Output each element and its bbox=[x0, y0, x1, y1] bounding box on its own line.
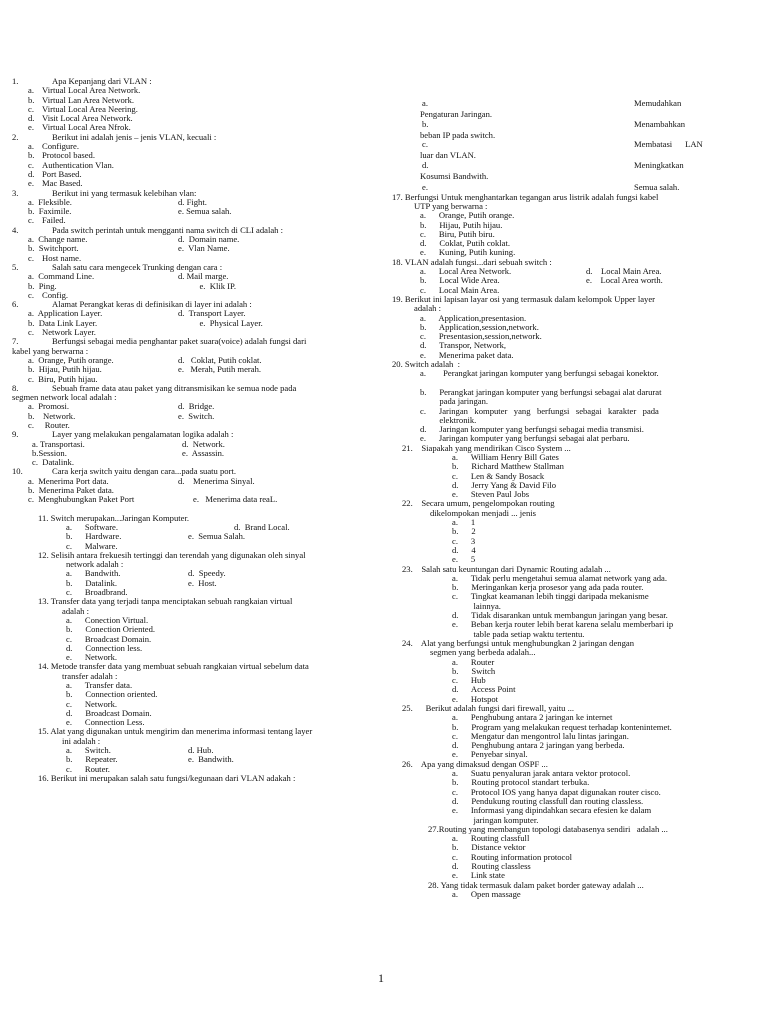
question-number: 7. bbox=[12, 336, 19, 347]
option: c. Network. bbox=[66, 698, 118, 709]
text-line: 23. Salah satu keuntungan dari Dynamic Routing adalah ... bbox=[402, 563, 611, 574]
option-text: a. Local Area Network. bbox=[420, 266, 512, 277]
option-text: Visit Local Area Network. bbox=[42, 113, 133, 124]
option: pada jaringan. bbox=[420, 396, 489, 407]
question-number: 8. bbox=[12, 382, 19, 393]
option-pair bbox=[12, 495, 364, 504]
text-line: 11. Switch merupakan...Jaringan Komputer. bbox=[38, 512, 189, 523]
option-text: e. Physical Layer. bbox=[178, 317, 263, 328]
question-number: 6. bbox=[12, 299, 19, 310]
option-letter: c. bbox=[28, 252, 34, 263]
question-number: 10. bbox=[12, 466, 23, 477]
option: e. Menerima paket data. bbox=[420, 349, 514, 360]
option-row bbox=[392, 120, 717, 129]
option-letter: a. bbox=[422, 98, 428, 108]
option: d. Penghubung antara 2 jaringan yang berbeda. bbox=[452, 740, 625, 751]
question-number: 9. bbox=[12, 429, 19, 440]
option: b. Connection oriented. bbox=[66, 689, 158, 700]
option: d. Tidak disarankan untuk membangun jaringan yang besar. bbox=[452, 610, 668, 621]
text-line: 18. VLAN adalah fungsi...dari sebuah switch : bbox=[392, 256, 552, 267]
text-line: c. Router. bbox=[66, 763, 110, 774]
option: e. Kuning, Putih kuning. bbox=[420, 247, 516, 258]
option: d. Pendukung routing classfull dan routing classless. bbox=[452, 795, 644, 806]
option: e. Jaringan komputer yang berfungsi sebagai alat perbaru. bbox=[420, 433, 630, 444]
text-line: beban IP pada switch. bbox=[420, 129, 496, 140]
option-text: e. Local Area worth. bbox=[586, 275, 663, 286]
option-text: Semua salah. bbox=[634, 182, 680, 193]
option-text: d. Fight. bbox=[178, 196, 207, 207]
question-number: 4. bbox=[12, 224, 19, 235]
option-pair bbox=[12, 532, 364, 541]
option: e. Penyebar sinyal. bbox=[452, 749, 528, 760]
option-text: Virtual Local Area Nfrok. bbox=[42, 122, 131, 133]
option-text: b. Hijau, Putih hijau. bbox=[28, 364, 102, 375]
option: e. Network. bbox=[66, 652, 118, 663]
option: c. Protocol IOS yang hanya dapat digunakan router cisco. bbox=[452, 786, 661, 797]
text-line: segmen yang berbeda adalah... bbox=[430, 647, 536, 658]
text-line: adalah : bbox=[414, 303, 441, 314]
option-text: b. Switchport. bbox=[28, 243, 79, 254]
option: d. Access Point bbox=[452, 684, 516, 695]
option: b. Meringankan kerja prosesor yang ada pada router. bbox=[452, 582, 644, 593]
option: c. Hub bbox=[452, 675, 486, 686]
option-text: a. Promosi. bbox=[28, 401, 70, 412]
option: a. Router bbox=[452, 656, 495, 667]
option-text: e. Semua Salah. bbox=[188, 531, 246, 542]
option: c. Biru, Putih biru. bbox=[420, 228, 495, 239]
option-text: b. Ping. bbox=[28, 280, 57, 291]
option-text: d. Coklat, Putih coklat. bbox=[178, 354, 262, 365]
option: jaringan komputer. bbox=[452, 814, 539, 825]
option: d. Transpor, Network, bbox=[420, 340, 507, 351]
option: c. Routing information protocol bbox=[452, 851, 573, 862]
question-text: Berikut ini yang termasuk kelebihan vlan: bbox=[52, 187, 197, 198]
text-line: 16. Berikut ini merupakan salah satu fungsi/kegunaan dari VLAN adakah : bbox=[38, 772, 296, 783]
question-text: Berikut ini adalah jenis – jenis VLAN, kecuali : bbox=[52, 131, 217, 142]
option: b. Application,session,network. bbox=[420, 321, 539, 332]
question-text: Pada switch perintah untuk mengganti nama switch di CLI adalah : bbox=[52, 224, 284, 235]
option-text: a. Switch. bbox=[66, 745, 111, 756]
option-letter: e. bbox=[28, 122, 34, 133]
text-line: 21. Siapakah yang mendirikan Cisco System ... bbox=[402, 442, 571, 453]
text-line: 22. Secara umum, pengelompokan routing bbox=[402, 498, 555, 509]
option-text: e. Semua salah. bbox=[178, 206, 232, 217]
text-line: dikelompokan menjadi ... jenis bbox=[430, 507, 536, 518]
option: c. Mengatur dan mengontrol lalu lintas jaringan. bbox=[452, 730, 629, 741]
option-letter: b. bbox=[422, 118, 429, 129]
option: b. Program yang melakukan request terhadap kontenintemet. bbox=[452, 721, 672, 732]
option-row bbox=[392, 140, 717, 149]
option-text: c. Menghubungkan Paket Port bbox=[28, 494, 135, 505]
option-text: b. Data Link Layer. bbox=[28, 317, 98, 328]
text-line: b. Menerima Paket data. bbox=[28, 485, 114, 496]
text-line: c. Router. bbox=[28, 419, 70, 430]
option-text: a. Transportasi. bbox=[32, 438, 85, 449]
option-letter: a. bbox=[28, 85, 34, 96]
option-text: d. Domain name. bbox=[178, 234, 240, 245]
option-text: Configure. bbox=[42, 141, 79, 152]
option-text: e. Vlan Name. bbox=[178, 243, 230, 254]
text-line: c. Malware. bbox=[66, 540, 118, 551]
text-line: 15. Alat yang digunakan untuk mengirim dan menerima informasi tentang layer bbox=[38, 726, 313, 737]
text-line: 26. Apa yang dimaksud dengan OSPF ... bbox=[402, 758, 548, 769]
question-text: Salah satu cara mengecek Trunking dengan cara : bbox=[52, 261, 223, 272]
option: c. Len & Sandy Bosack bbox=[452, 470, 545, 481]
option-text: Meningkatkan bbox=[634, 159, 684, 170]
option-letter: c. bbox=[28, 215, 34, 226]
option: c. Presentasion,session,network. bbox=[420, 331, 542, 342]
option-text: d. Mail marge. bbox=[178, 271, 229, 282]
option-letter: c. bbox=[28, 327, 34, 338]
option-text: a. Fleksible. bbox=[28, 196, 72, 207]
option: elektronik. bbox=[420, 414, 477, 425]
option-pair bbox=[12, 755, 364, 764]
option-text: a. Software. bbox=[66, 521, 119, 532]
text-line: c. Broadbrand. bbox=[66, 587, 128, 598]
option-text: Memudahkan bbox=[634, 98, 682, 108]
option-text: Failed. bbox=[42, 215, 66, 226]
option: a. Tidak perlu mengetahui semua alamat network yang ada. bbox=[452, 572, 668, 583]
option: d. Coklat, Putih coklat. bbox=[420, 238, 510, 249]
question-number: 2. bbox=[12, 131, 19, 142]
option: b. Perangkat jaringan komputer yang berfungsi sebagai alat darurat bbox=[420, 386, 662, 397]
option-text: b. Network. bbox=[28, 410, 76, 421]
option-row bbox=[392, 99, 717, 108]
option: b. 2 bbox=[452, 526, 476, 537]
text-line: transfer adalah : bbox=[62, 670, 118, 681]
text-line: c. Biru, Putih hijau. bbox=[28, 373, 98, 384]
option-letter: c. bbox=[422, 139, 428, 150]
option-letter: e. bbox=[422, 182, 428, 193]
text-line: 13. Transfer data yang terjadi tanpa menciptakan sebuah rangkaian virtual bbox=[38, 596, 293, 607]
option: a. Application,presentasion. bbox=[420, 312, 527, 323]
option: d. Broadcast Domain. bbox=[66, 707, 152, 718]
option-text: a. Bandwith. bbox=[66, 568, 121, 579]
option-text: Mac Based. bbox=[42, 178, 83, 189]
option-text: Host name. bbox=[42, 252, 82, 263]
option-text: Config. bbox=[42, 289, 69, 300]
option-text: a. Orange, Putih orange. bbox=[28, 354, 114, 365]
text-line: UTP yang berwarna : bbox=[414, 200, 488, 211]
option: d. Jerry Yang & David Filo bbox=[452, 479, 557, 490]
option-letter: b. bbox=[28, 94, 35, 105]
option: a. Orange, Putih orange. bbox=[420, 210, 515, 221]
text-line: c. Local Main Area. bbox=[420, 284, 500, 295]
option: a. Transfer data. bbox=[66, 680, 133, 690]
option-text: Membatasi LAN bbox=[634, 139, 703, 150]
option-letter: d. bbox=[422, 159, 429, 170]
option-text: a. Change name. bbox=[28, 234, 88, 245]
text-line: 17. Berfungsi Untuk menghantarkan tegangan arus listrik adalah fungsi kabel bbox=[392, 191, 659, 202]
option: b. Routing protocol standart terbuka. bbox=[452, 777, 590, 788]
option-text: d. Transport Layer. bbox=[178, 308, 246, 319]
option-text: d. Hub. bbox=[188, 745, 214, 756]
option: a. Penghubung antara 2 jaringan ke internet bbox=[452, 712, 613, 723]
text-line: segmen network local adalah : bbox=[12, 392, 117, 403]
question-text: Cara kerja switch yaitu dengan cara...pada suatu port. bbox=[52, 466, 236, 477]
question-text: Alamat Perangkat keras di definisikan di layer ini adalah : bbox=[52, 299, 252, 310]
text-line: network adalah : bbox=[66, 559, 124, 570]
text-line: 24. Alat yang berfungsi untuk menghubungkan 2 jaringan dengan bbox=[402, 637, 634, 648]
option-letter: d. bbox=[28, 168, 35, 179]
option-text: e. Klik IP. bbox=[178, 280, 237, 291]
question-text: Apa Kepanjang dari VLAN : bbox=[52, 76, 152, 86]
option-text: d. Brand Local. bbox=[234, 521, 290, 532]
text-line: 12. Selisih antara frekuesih tertinggi dan terendah yang digunakan oleh sinyal bbox=[38, 549, 306, 560]
option: e. Link state bbox=[452, 870, 505, 881]
text-line: 20. Switch adalah : bbox=[392, 359, 461, 370]
option: b. Conection Oriented. bbox=[66, 624, 156, 635]
option: a. Perangkat jaringan komputer yang berfungsi sebagai konektor. bbox=[420, 368, 659, 379]
left-column bbox=[12, 77, 364, 783]
text-line: Pengaturan Jaringan. bbox=[420, 109, 493, 120]
option-text: b. Faximile. bbox=[28, 206, 72, 217]
option: a. William Henry Bill Gates bbox=[452, 451, 559, 462]
option-letter: a. bbox=[28, 141, 34, 152]
option: a. Routing classfull bbox=[452, 833, 530, 844]
option-text: e. Menerima data reaL. bbox=[193, 494, 278, 505]
page-number: 1 bbox=[378, 971, 384, 985]
option-text: e. Merah, Putih merah. bbox=[178, 364, 262, 375]
option-letter: c. bbox=[28, 289, 34, 300]
text-line: Kosumsi Bandwith. bbox=[420, 171, 489, 182]
option: e. Hotspot bbox=[452, 693, 499, 704]
option: d. Jaringan komputer yang berfungsi sebagai media transmisi. bbox=[420, 424, 644, 435]
option-text: Menambahkan bbox=[634, 118, 686, 129]
option-text: a. Menerima Port data. bbox=[28, 475, 109, 486]
question-text: Berfungsi sebagai media penghantar paket suara(voice) adalah fungsi dari bbox=[52, 336, 307, 347]
option-text: d. Bridge. bbox=[178, 401, 215, 412]
option-pair bbox=[12, 579, 364, 588]
text-line: adalah : bbox=[62, 605, 89, 616]
option-text: Virtual Local Area Network. bbox=[42, 85, 141, 96]
option: lainnya. bbox=[452, 600, 501, 611]
option: table pada setiap waktu tertentu. bbox=[452, 628, 585, 639]
option-text: a. Command Line. bbox=[28, 271, 95, 282]
option-text: d. Network. bbox=[182, 438, 225, 449]
option-text: d. Speedy. bbox=[188, 568, 226, 579]
option-text: d. Local Main Area. bbox=[586, 266, 662, 277]
option-text: b. Hardware. bbox=[66, 531, 122, 542]
option-text: Protocol based. bbox=[42, 150, 95, 161]
question-number: 3. bbox=[12, 187, 19, 198]
option-text: b. Datalink. bbox=[66, 577, 118, 588]
question-text: Layer yang melakukan pengalamatan logika adalah : bbox=[52, 429, 234, 440]
option-letter: b. bbox=[28, 150, 35, 161]
option: b. Distance vektor bbox=[452, 842, 526, 853]
option-text: a. Application Layer. bbox=[28, 308, 103, 319]
option: c. Jaringan komputer yang berfungsi sebagai karakter pada bbox=[420, 405, 659, 416]
option: e. Steven Paul Jobs bbox=[452, 489, 530, 500]
text-line: 19. Berikut ini lapisan layar osi yang termasuk dalam kelompok Upper layer bbox=[392, 293, 655, 304]
option-text: Authentication Vlan. bbox=[42, 159, 114, 170]
option-text: b. Repeater. bbox=[66, 754, 118, 765]
option: e. 5 bbox=[452, 554, 476, 565]
option: e. Informasi yang dipindahkan secara efesien ke dalam bbox=[452, 805, 652, 816]
option-text: b. Local Wide Area. bbox=[420, 275, 500, 286]
option: d. Connection less. bbox=[66, 642, 143, 653]
option-text: d. Menerima Sinyal. bbox=[178, 475, 255, 486]
text-line: luar dan VLAN. bbox=[420, 150, 476, 161]
option: a. 1 bbox=[452, 517, 476, 528]
text-line: c. Datalink. bbox=[32, 457, 74, 468]
question-text: Sebuah frame data atau paket yang ditransmisikan ke semua node pada bbox=[52, 382, 297, 393]
text-line: 25. Berikut adalah fungsi dari firewall, yaitu ... bbox=[402, 703, 575, 713]
option-letter: d. bbox=[28, 113, 35, 124]
option-text: e. Host. bbox=[188, 577, 217, 588]
option: d. 4 bbox=[452, 544, 476, 555]
text-line: 14. Metode transfer data yang membuat sebuah rangkaian virtual sebelum data bbox=[38, 661, 309, 672]
option: c. Broadcast Domain. bbox=[66, 633, 152, 644]
option-text: b.Session. bbox=[32, 447, 67, 458]
option: c. 3 bbox=[452, 535, 476, 546]
question-number: 1. bbox=[12, 76, 19, 86]
option-text: Network Layer. bbox=[42, 327, 96, 338]
text-line: 27.Routing yang membangun topologi databasenya sendiri adalah ... bbox=[428, 823, 668, 834]
option: b. Hijau, Putih hijau. bbox=[420, 219, 503, 230]
option: b. Richard Matthew Stallman bbox=[452, 461, 564, 472]
option: c. Tingkat keamanan lebih tinggi daripada mekanisme bbox=[452, 591, 649, 602]
option: a. Suatu penyaluran jarak antara vektor protocol. bbox=[452, 768, 631, 779]
option-text: Virtual Local Area Neering. bbox=[42, 103, 138, 114]
option: a. Conection Virtual. bbox=[66, 614, 149, 625]
option-text: e. Bandwith. bbox=[188, 754, 234, 765]
option: e. Beban kerja router lebih berat karena selalu memberbari ip bbox=[452, 619, 674, 630]
option-text: Virtual Lan Area Network. bbox=[42, 94, 135, 105]
question-number: 5. bbox=[12, 261, 19, 272]
option-letter: c. bbox=[28, 103, 34, 114]
option-text: e. Assassin. bbox=[182, 447, 225, 458]
option-text: e. Switch. bbox=[178, 410, 215, 421]
text-line: ini adalah : bbox=[62, 735, 101, 746]
option-text: Port Based. bbox=[42, 168, 82, 179]
right-column bbox=[392, 99, 717, 899]
text-line: 28. Yang tidak termasuk dalam paket border gateway adalah ... bbox=[428, 879, 644, 890]
option-row bbox=[392, 161, 717, 170]
option-letter: c. bbox=[28, 159, 34, 170]
option: d. Routing classless bbox=[452, 861, 531, 872]
option: b. Switch bbox=[452, 665, 496, 676]
option: a. Open massage bbox=[452, 888, 521, 899]
text-line: kabel yang berwarna : bbox=[12, 345, 89, 356]
option: e. Connection Less. bbox=[66, 717, 145, 728]
option-letter: e. bbox=[28, 178, 34, 189]
